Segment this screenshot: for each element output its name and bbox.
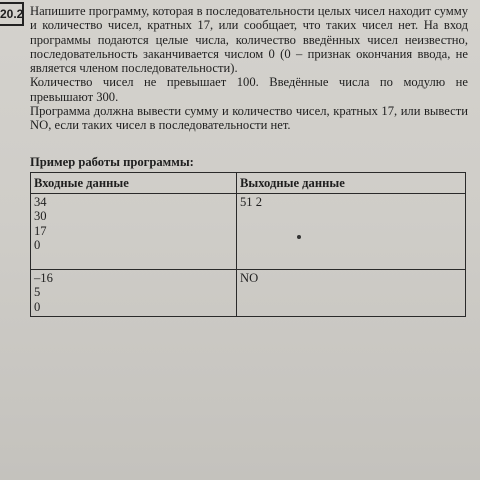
input-column-header: Входные данные <box>31 173 237 194</box>
output-column-header: Выходные данные <box>237 173 466 194</box>
input-value: 0 <box>34 299 41 314</box>
example-title: Пример работы программы: <box>30 155 194 169</box>
ink-dot <box>297 235 301 239</box>
output-cell <box>237 193 466 269</box>
output-cell <box>237 269 466 317</box>
input-value: 30 <box>34 209 47 223</box>
examples-table <box>30 172 466 317</box>
table-header-row <box>31 173 466 194</box>
table-row <box>31 193 466 269</box>
input-cell <box>31 269 237 317</box>
output-value: NO <box>240 270 259 285</box>
task-paragraph-3: Программа должна вывести сумму и количество чисел, кратных 17, или вывести NO, если таких чисел в последовательности нет. <box>30 104 468 133</box>
task-statement <box>30 4 468 133</box>
input-value: 17 <box>34 223 47 238</box>
task-number: 20.2 <box>0 2 24 26</box>
task-paragraph-2: Количество чисел не превышает 100. Введённые числа по модулю не превышают 300. <box>30 75 468 104</box>
task-paragraph-1: Напишите программу, которая в последовательности целых чисел находит сумму и количество чисел, кратных 17, или сообщает, что таких чисел нет. На вход программы подаются целые числа, количество введённых чисел неизвестно, последовательность заканчивается числом 0 (0 – признак окончания ввода, не является членом последовательности). <box>30 4 468 76</box>
input-value: 5 <box>34 285 41 299</box>
output-value: 51 2 <box>240 194 263 209</box>
table-row <box>31 269 466 317</box>
input-cell <box>31 193 237 269</box>
input-value: –16 <box>34 270 53 285</box>
input-value: 0 <box>34 238 41 252</box>
input-value: 34 <box>34 194 47 209</box>
